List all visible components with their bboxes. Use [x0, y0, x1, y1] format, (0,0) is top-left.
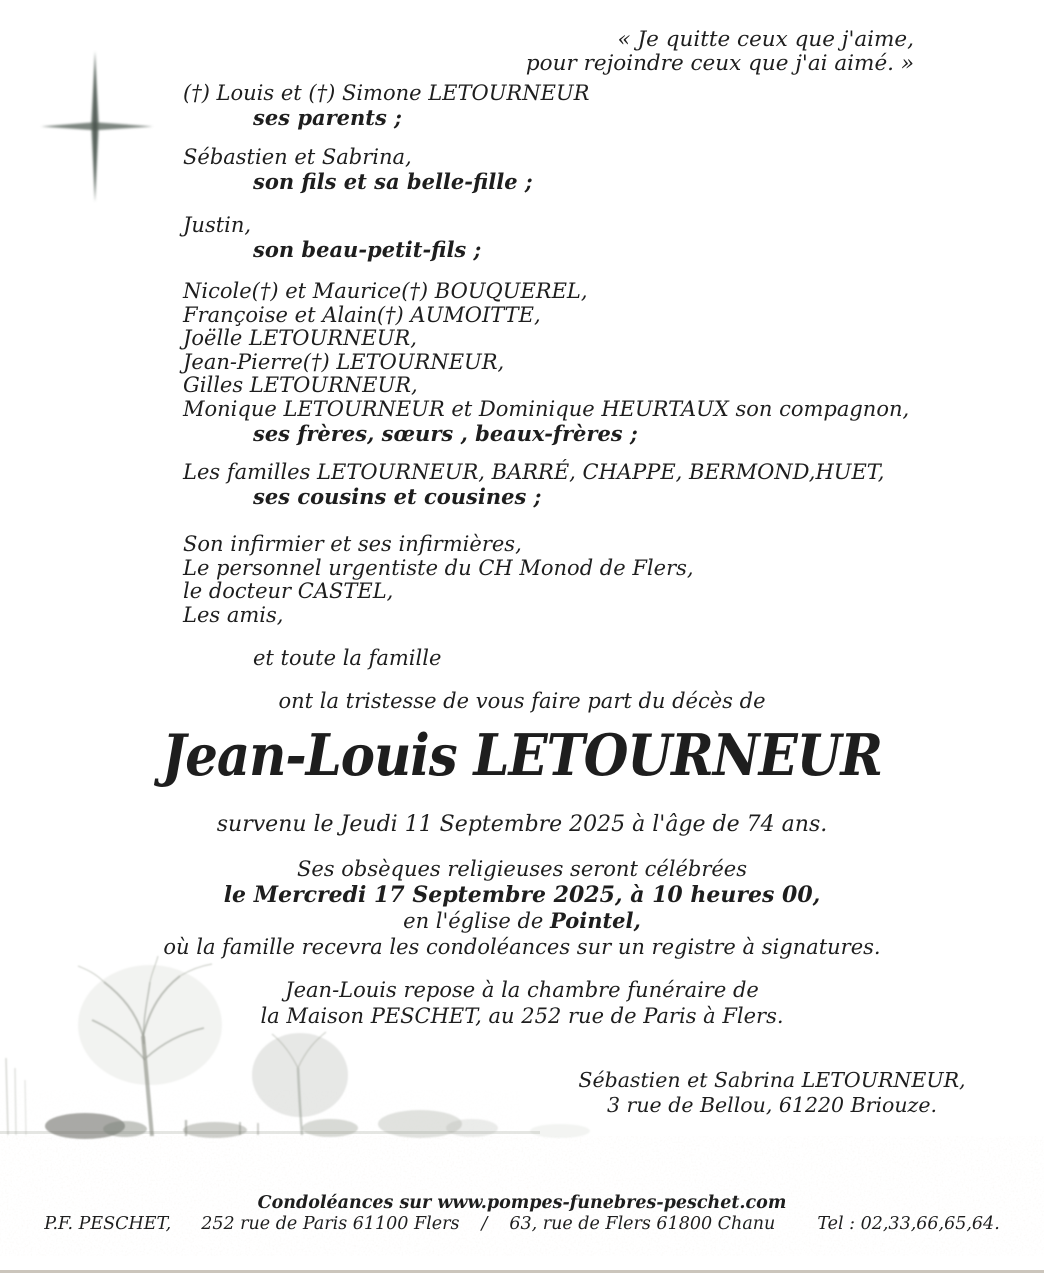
contact-line-2: 3 rue de Bellou, 61220 Briouze. [606, 1093, 937, 1117]
family-line: Justin, [183, 213, 252, 237]
footer-condolences-line: Condoléances sur www.pompes-funebres-peschet.com [257, 1193, 787, 1213]
funeral-home-phone: Tel : 02,33,66,65,64. [817, 1214, 1000, 1234]
ceremony-line-1: Ses obsèques religieuses seront célébrées [296, 857, 748, 881]
ceremony-date-line: le Mercredi 17 Septembre 2025, à 10 heures 00, [223, 881, 821, 908]
footer-address-line [0, 1214, 1044, 1234]
relation-line: ses cousins et cousines ; [253, 483, 542, 509]
family-line: (†) Louis et (†) Simone LETOURNEUR [183, 81, 590, 105]
family-line: Le personnel urgentiste du CH Monod de Flers, [183, 555, 694, 580]
ceremony-details [0, 857, 1044, 960]
family-group-parents [183, 82, 589, 129]
ceremony-line-4: où la famille recevra les condoléances sur un registre à signatures. [163, 934, 881, 959]
contact-line-1: Sébastien et Sabrina LETOURNEUR, [578, 1068, 966, 1092]
family-group-whole-family [253, 647, 441, 671]
funeral-home-address-2: 63, rue de Flers 61800 Chanu [509, 1214, 776, 1234]
repose-line-2: la Maison PESCHET, au 252 rue de Paris à Flers. [260, 1003, 784, 1028]
family-line: Sébastien et Sabrina, [183, 145, 412, 169]
repose-details [0, 978, 1044, 1029]
family-line: Françoise et Alain(†) AUMOITTE, [183, 302, 541, 327]
deceased-name: Jean-Louis LETOURNEUR [161, 722, 883, 789]
family-line: Son infirmier et ses infirmières, [183, 532, 522, 556]
address-separator: / [481, 1214, 488, 1234]
funeral-home-address-1: 252 rue de Paris 61100 Flers [201, 1214, 460, 1234]
family-group-son [183, 146, 533, 193]
family-line: Jean-Pierre(†) LETOURNEUR, [183, 349, 505, 374]
family-group-grandson [183, 214, 481, 261]
family-line: Nicole(†) et Maurice(†) BOUQUEREL, [183, 279, 588, 303]
funeral-home-name: P.F. PESCHET, [44, 1214, 172, 1234]
cross-icon [30, 45, 170, 215]
relation-line: ses parents ; [253, 104, 402, 130]
relation-line: ses frères, sœurs , beaux-frères ; [253, 420, 638, 446]
family-group-caregivers [183, 533, 694, 627]
family-contact-address [560, 1068, 984, 1118]
family-line: Gilles LETOURNEUR, [183, 373, 418, 398]
family-line: et toute la famille [253, 646, 442, 670]
church-name: Pointel, [550, 908, 641, 933]
bottom-border-line [0, 1270, 1044, 1273]
family-line: Les familles LETOURNEUR, BARRÉ, CHAPPE, BERMOND,HUET, [183, 460, 885, 484]
family-line: Monique LETOURNEUR et Dominique HEURTAUX son compagnon, [183, 396, 910, 421]
relation-line: son beau-petit-fils ; [253, 236, 482, 262]
family-line: le docteur CASTEL, [183, 579, 394, 604]
quote-line-2: pour rejoindre ceux que j'ai aimé. » [525, 51, 914, 76]
family-line: Les amis, [183, 602, 284, 627]
repose-line-1: Jean-Louis repose à la chambre funéraire de [285, 978, 759, 1002]
family-group-cousins [183, 461, 884, 508]
quote-line-1: « Je quitte ceux que j'aime, [617, 27, 914, 52]
opening-quote [394, 28, 914, 76]
family-group-siblings [183, 280, 909, 445]
announcement-intro: ont la tristesse de vous faire part du décès de [278, 689, 766, 713]
family-line: Joëlle LETOURNEUR, [183, 326, 417, 351]
death-date-line: survenu le Jeudi 11 Septembre 2025 à l'âge de 74 ans. [216, 812, 828, 837]
ceremony-church-line [0, 908, 1044, 935]
relation-line: son fils et sa belle-fille ; [253, 168, 533, 194]
church-prefix: en l'église de [403, 909, 550, 933]
